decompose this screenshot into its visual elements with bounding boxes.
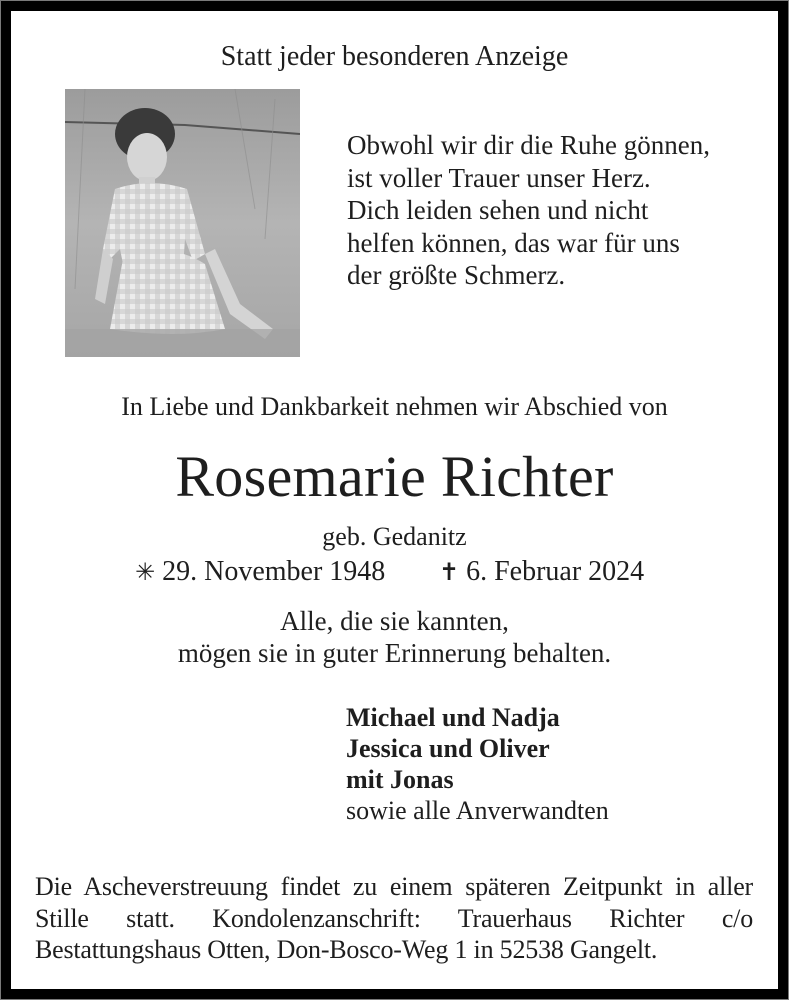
deceased-name: Rosemarie Richter — [175, 444, 614, 509]
obituary-notice — [11, 11, 778, 989]
intro-text: In Liebe und Dankbarkeit nehmen wir Abschied von — [121, 392, 668, 421]
poem-line: ist voller Trauer unser Herz. — [347, 162, 651, 193]
notice-border — [1, 1, 788, 999]
photo-image-icon — [65, 89, 300, 357]
family-signature — [346, 702, 609, 826]
birth-star-icon: ✳ — [135, 558, 156, 586]
family-member-line: Michael und Nadja — [346, 703, 560, 732]
portrait-photo — [65, 89, 300, 357]
footer-line: Bestattungshaus Otten, Don-Bosco-Weg 1 in 52538 Gangelt. — [35, 935, 658, 964]
poem-line: Obwohl wir dir die Ruhe gönnen, — [347, 130, 710, 160]
maiden-name: geb. Gedanitz — [322, 522, 467, 551]
poem — [347, 129, 710, 292]
footer-line: Die Ascheverstreuung findet zu einem späteren Zeitpunkt in aller — [35, 872, 753, 901]
death-date-group — [439, 556, 644, 588]
closing-line: Alle, die sie kannten, — [280, 606, 509, 636]
poem-line: der größte Schmerz. — [347, 260, 566, 290]
poem-line: Dich leiden sehen und nicht — [347, 195, 649, 225]
closing-line: mögen sie in guter Erinnerung behalten. — [177, 638, 612, 668]
death-date: 6. Februar 2024 — [466, 556, 645, 587]
birth-date-group — [135, 556, 385, 588]
footer-text — [35, 871, 753, 966]
death-cross-icon: ✝ — [439, 558, 460, 586]
family-member-line: Jessica und Oliver — [346, 734, 550, 763]
headline: Statt jeder besonderen Anzeige — [220, 41, 569, 72]
closing-text — [11, 605, 778, 669]
relatives-line: sowie alle Anverwandten — [346, 796, 609, 825]
poem-line: helfen können, das war für uns — [347, 227, 680, 258]
footer-line: Stille statt. Kondolenzanschrift: Trauerhaus Richter c/o — [35, 903, 753, 933]
family-member-line: mit Jonas — [346, 765, 454, 794]
birth-date: 29. November 1948 — [162, 556, 386, 587]
